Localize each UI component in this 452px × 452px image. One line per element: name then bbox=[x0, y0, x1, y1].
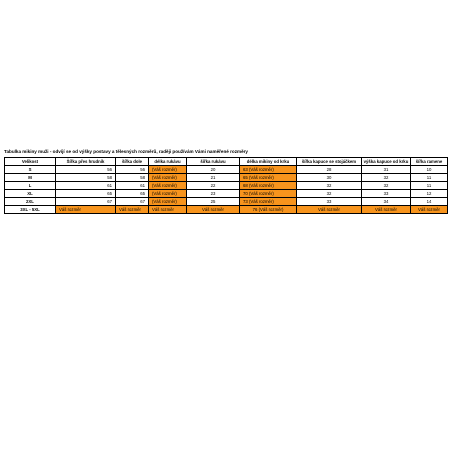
table-row bbox=[5, 198, 448, 206]
cell-shoulder-width: 10 bbox=[411, 166, 448, 174]
cell-sleeve-length: (Váš rozměr) bbox=[149, 190, 187, 198]
cell-hood-width: 28 bbox=[297, 166, 362, 174]
cell-bottom-width: 65 bbox=[116, 190, 149, 198]
header-hoodie-length: délka mikiny od krku bbox=[240, 158, 297, 166]
header-sleeve-width: šířka rukávu bbox=[187, 158, 240, 166]
table-row bbox=[5, 190, 448, 198]
cell-hood-height: 31 bbox=[362, 166, 411, 174]
cell-chest-width: Váš rozměr bbox=[56, 206, 116, 214]
size-table bbox=[4, 157, 448, 214]
cell-hood-height: 33 bbox=[362, 190, 411, 198]
table-header-row bbox=[5, 158, 448, 166]
cell-sleeve-width: 22 bbox=[187, 182, 240, 190]
cell-hoodie-length: 63 (Váš rozměr) bbox=[240, 166, 297, 174]
cell-hood-height: Váš rozměr bbox=[362, 206, 411, 214]
cell-size: XL bbox=[5, 190, 56, 198]
cell-hoodie-length: 65 (Váš rozměr) bbox=[240, 174, 297, 182]
cell-shoulder-width: 12 bbox=[411, 190, 448, 198]
cell-sleeve-length: (Váš rozměr) bbox=[149, 198, 187, 206]
cell-size: 3XL - 5XL bbox=[5, 206, 56, 214]
table-row bbox=[5, 174, 448, 182]
cell-sleeve-width: 21 bbox=[187, 174, 240, 182]
cell-hood-height: 34 bbox=[362, 198, 411, 206]
cell-sleeve-length: (Váš rozměr) bbox=[149, 166, 187, 174]
cell-hood-height: 32 bbox=[362, 182, 411, 190]
cell-bottom-width: 58 bbox=[116, 174, 149, 182]
cell-hoodie-length: 70 (Váš rozměr) bbox=[240, 190, 297, 198]
header-hood-width: šířka kapuce se stojáčkem bbox=[297, 158, 362, 166]
cell-size: 2XL bbox=[5, 198, 56, 206]
cell-shoulder-width: 14 bbox=[411, 198, 448, 206]
cell-sleeve-width: 23 bbox=[187, 190, 240, 198]
cell-chest-width: 67 bbox=[56, 198, 116, 206]
header-hood-height: výška kapuce od krku bbox=[362, 158, 411, 166]
table-row bbox=[5, 166, 448, 174]
header-size: Velikost bbox=[5, 158, 56, 166]
cell-hood-height: 32 bbox=[362, 174, 411, 182]
cell-bottom-width: 67 bbox=[116, 198, 149, 206]
cell-hoodie-length: 73 (Váš rozměr) bbox=[240, 198, 297, 206]
cell-shoulder-width: Váš rozměr bbox=[411, 206, 448, 214]
table-row bbox=[5, 206, 448, 214]
cell-hoodie-length: 76 (Váš rozměr) bbox=[240, 206, 297, 214]
cell-hood-width: Váš rozměr bbox=[297, 206, 362, 214]
cell-bottom-width: 61 bbox=[116, 182, 149, 190]
cell-size: S bbox=[5, 166, 56, 174]
cell-shoulder-width: 11 bbox=[411, 182, 448, 190]
cell-sleeve-width: 20 bbox=[187, 166, 240, 174]
header-shoulder-width: šířka ramene bbox=[411, 158, 448, 166]
cell-hood-width: 32 bbox=[297, 182, 362, 190]
cell-hood-width: 30 bbox=[297, 174, 362, 182]
cell-chest-width: 65 bbox=[56, 190, 116, 198]
cell-sleeve-length: (Váš rozměr) bbox=[149, 174, 187, 182]
cell-shoulder-width: 11 bbox=[411, 174, 448, 182]
cell-sleeve-length: (Váš rozměr) bbox=[149, 182, 187, 190]
header-sleeve-length: délka rukávu bbox=[149, 158, 187, 166]
cell-hood-width: 32 bbox=[297, 190, 362, 198]
cell-sleeve-width: 25 bbox=[187, 198, 240, 206]
cell-hoodie-length: 68 (Váš rozměr) bbox=[240, 182, 297, 190]
header-chest-width: Šířka přes hrudník bbox=[56, 158, 116, 166]
cell-chest-width: 61 bbox=[56, 182, 116, 190]
cell-size: L bbox=[5, 182, 56, 190]
cell-hood-width: 33 bbox=[297, 198, 362, 206]
table-caption: Tabulka mikiny muži - odvíjí se od výšky postavy a tělesných rozměrů, raději používám Vámi naměřené rozměry bbox=[4, 149, 248, 154]
table-row bbox=[5, 182, 448, 190]
cell-chest-width: 58 bbox=[56, 174, 116, 182]
cell-size: M bbox=[5, 174, 56, 182]
cell-sleeve-width: Váš rozměr bbox=[187, 206, 240, 214]
header-bottom-width: šířka dole bbox=[116, 158, 149, 166]
cell-sleeve-length: Váš rozměr bbox=[149, 206, 187, 214]
cell-chest-width: 56 bbox=[56, 166, 116, 174]
cell-bottom-width: Váš rozměr bbox=[116, 206, 149, 214]
cell-bottom-width: 56 bbox=[116, 166, 149, 174]
